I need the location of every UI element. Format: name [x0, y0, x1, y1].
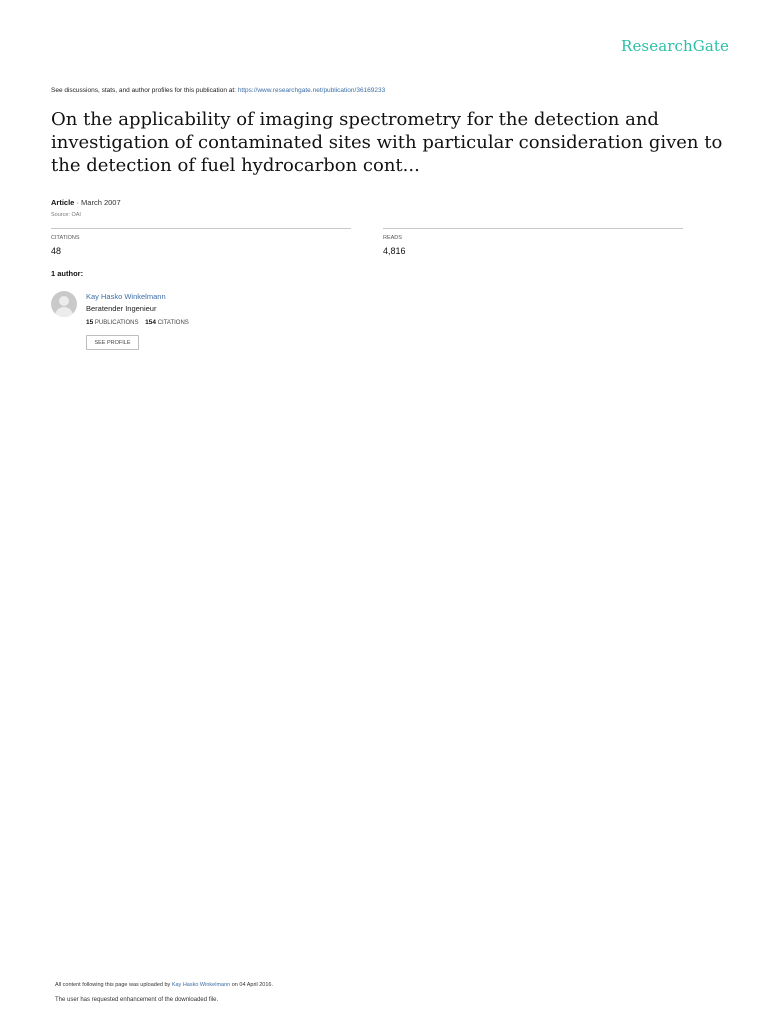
author-avatar[interactable]	[51, 291, 77, 317]
author-name-link[interactable]: Kay Hasko Winkelmann	[86, 292, 166, 301]
author-citations-count: 154	[145, 319, 157, 326]
see-profile-button[interactable]: SEE PROFILE	[86, 335, 139, 350]
upload-suffix: on 04 April 2016.	[231, 982, 274, 988]
avatar-head-shape	[59, 296, 69, 306]
publication-type: Article	[51, 198, 75, 207]
upload-prefix: All content following this page was uploaded by	[55, 982, 171, 988]
enhancement-note: The user has requested enhancement of the downloaded file.	[55, 997, 219, 1003]
publication-meta	[51, 198, 121, 207]
authors-heading: 1 author:	[51, 269, 84, 278]
citations-label: CITATIONS	[51, 235, 80, 241]
citations-divider	[51, 228, 351, 229]
publication-link-line	[51, 87, 385, 94]
meta-separator: ·	[76, 198, 82, 207]
author-stats	[86, 319, 189, 326]
publication-url-link[interactable]: https://www.researchgate.net/publication/36169233	[237, 87, 386, 94]
uploader-link[interactable]: Kay Hasko Winkelmann	[171, 982, 231, 988]
author-publications-label: PUBLICATIONS	[94, 320, 139, 326]
reads-label: READS	[383, 235, 402, 241]
upload-info	[55, 982, 273, 988]
publication-title: On the applicability of imaging spectrometry for the detection and investigation of contaminated sites with particular consideration given to the detection of fuel hydrocarbon cont...	[51, 109, 723, 176]
author-publications-count: 15	[86, 319, 94, 326]
author-institution: Beratender Ingenieur	[86, 304, 157, 313]
citations-value: 48	[51, 246, 62, 256]
publication-link-prefix: See discussions, stats, and author profiles for this publication at:	[51, 87, 236, 94]
avatar-body-shape	[55, 307, 73, 317]
publication-source: Source: OAI	[51, 212, 81, 218]
author-citations-label: CITATIONS	[157, 320, 189, 326]
publication-date: March 2007	[81, 198, 121, 207]
researchgate-logo[interactable]: ResearchGate	[621, 37, 729, 55]
reads-value: 4,816	[383, 246, 406, 256]
reads-divider	[383, 228, 683, 229]
